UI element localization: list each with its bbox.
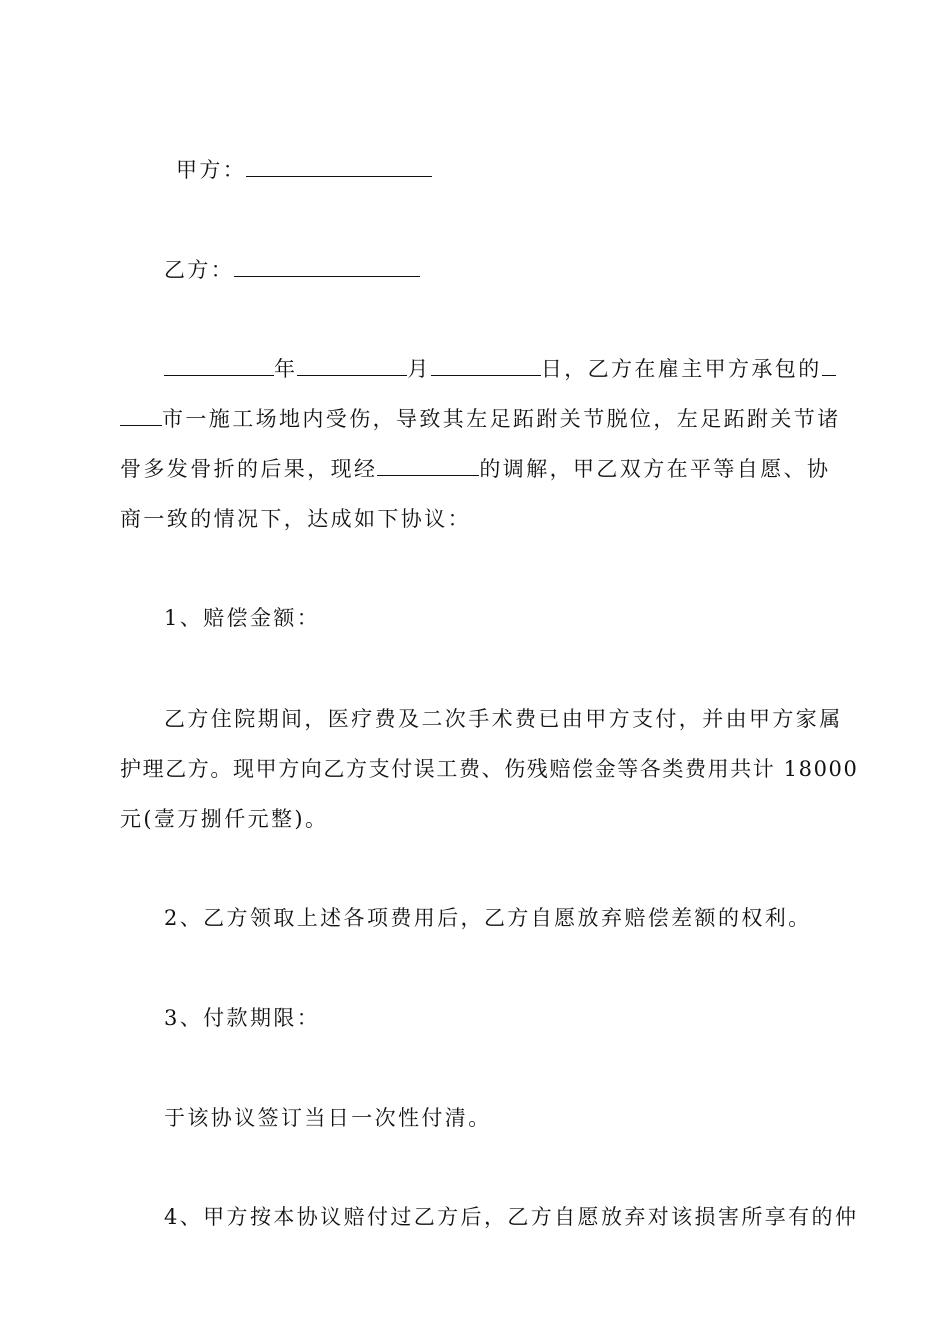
clause-3-heading: 3、付款期限： (164, 1006, 321, 1030)
intro-text-2: 市一施工场地内受伤，导致其左足跖跗关节脱位，左足跖跗关节诸 (162, 407, 841, 431)
intro-text-3a: 骨多发骨折的后果，现经 (120, 457, 378, 481)
intro-line-2 (120, 405, 840, 433)
month-blank (297, 355, 407, 376)
clause-3-body: 于该协议签订当日一次性付清。 (164, 1106, 492, 1130)
year-label: 年 (274, 357, 298, 381)
site-blank-b (120, 405, 162, 426)
intro-line-1 (164, 355, 844, 383)
party-a-line (176, 156, 896, 184)
party-b-blank (234, 256, 420, 277)
clause-4: 4、甲方按本协议赔付过乙方后，乙方自愿放弃对该损害所享有的仲 (164, 1205, 859, 1229)
clause-1-heading: 1、赔偿金额： (164, 606, 321, 630)
clause-1-body-line-2: 护理乙方。现甲方向乙方支付误工费、伤残赔偿金等各类费用共计 18000 (120, 757, 859, 781)
intro-line-4 (120, 505, 840, 533)
intro-text-1: 日，乙方在雇主甲方承包的 (540, 357, 822, 381)
intro-text-4: 商一致的情况下，达成如下协议： (120, 507, 471, 531)
party-a-blank (246, 156, 432, 177)
party-b-label: 乙方： (164, 258, 235, 282)
party-a-label: 甲方： (176, 158, 247, 182)
clause-1-body-line-3: 元(壹万捌仟元整)。 (120, 807, 329, 831)
intro-line-3 (120, 455, 840, 483)
clause-2: 2、乙方领取上述各项费用后，乙方自愿放弃赔偿差额的权利。 (164, 906, 812, 930)
mediator-blank (377, 455, 479, 476)
site-blank-a (822, 355, 836, 376)
clause-1-body-line-1: 乙方住院期间，医疗费及二次手术费已由甲方支付，并由甲方家属 (164, 707, 843, 731)
month-label: 月 (407, 357, 431, 381)
year-blank (164, 355, 274, 376)
day-blank (431, 355, 541, 376)
party-b-line (164, 256, 884, 284)
intro-text-3b: 的调解，甲乙双方在平等自愿、协 (479, 457, 831, 481)
